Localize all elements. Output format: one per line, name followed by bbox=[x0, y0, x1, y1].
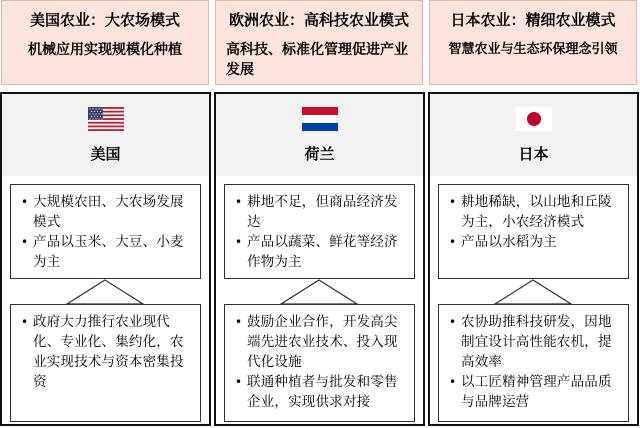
country-name: 美国 bbox=[90, 145, 121, 163]
measure-item: • 以工匠精神管理产品品质与品牌运营 bbox=[449, 372, 624, 412]
header-netherlands bbox=[215, 0, 423, 85]
measures-box bbox=[438, 304, 629, 422]
panel-usa bbox=[0, 92, 211, 426]
flag-band bbox=[2, 94, 209, 176]
condition-item: • 耕地稀缺，以山地和丘陵为主，小农经济模式 bbox=[449, 192, 624, 232]
header-title: 欧洲农业：高科技农业模式 bbox=[228, 11, 409, 29]
conditions-box bbox=[10, 184, 201, 279]
up-arrow-icon bbox=[493, 279, 573, 305]
measure-item: • 联通种植者与批发和零售企业，实现供求对接 bbox=[235, 372, 410, 412]
header-subtitle: 高科技、标准化管理促进产业发展 bbox=[226, 42, 408, 78]
condition-item: • 耕地不足，但商品经济发达 bbox=[235, 192, 410, 232]
conditions-box bbox=[224, 184, 415, 279]
flag-band bbox=[216, 94, 423, 176]
header-title: 日本农业：精细农业模式 bbox=[450, 11, 616, 29]
up-arrow-icon bbox=[279, 279, 359, 305]
header-title: 美国农业：大农场模式 bbox=[29, 11, 180, 29]
column-usa bbox=[0, 0, 211, 428]
up-arrow-icon bbox=[65, 279, 145, 305]
condition-item: • 产品以玉米、大豆、小麦为主 bbox=[21, 232, 196, 272]
measures-box bbox=[224, 304, 415, 422]
country-name: 日本 bbox=[518, 145, 549, 163]
netherlands-flag-icon bbox=[302, 107, 338, 131]
measures-box bbox=[10, 304, 201, 422]
column-japan bbox=[428, 0, 639, 428]
measure-item: • 鼓励企业合作，开发高尖端先进农业技术、投入现代化设施 bbox=[235, 312, 410, 372]
header-subtitle: 智慧农业与生态环保理念引领 bbox=[448, 42, 618, 57]
condition-item: • 产品以蔬菜、鲜花等经济作物为主 bbox=[235, 232, 410, 272]
panel-japan bbox=[428, 92, 639, 426]
condition-item: • 大规模农田、大农场发展模式 bbox=[21, 192, 196, 232]
measure-item: • 农协助推科技研发，因地制宜设计高性能农机，提高效率 bbox=[449, 312, 624, 372]
header-usa bbox=[1, 0, 209, 85]
header-subtitle: 机械应用实现规模化种植 bbox=[28, 42, 182, 58]
japan-flag-icon bbox=[516, 107, 552, 131]
condition-item: • 产品以水稻为主 bbox=[449, 232, 624, 252]
country-name: 荷兰 bbox=[304, 145, 335, 163]
panel-netherlands bbox=[214, 92, 425, 426]
flag-band bbox=[430, 94, 637, 176]
us-flag-icon bbox=[88, 107, 124, 131]
column-netherlands bbox=[214, 0, 425, 428]
header-japan bbox=[429, 0, 637, 85]
conditions-box bbox=[438, 184, 629, 279]
measure-item: • 政府大力推行农业现代化、专业化、集约化，农业实现技术与资本密集投资 bbox=[21, 312, 196, 392]
